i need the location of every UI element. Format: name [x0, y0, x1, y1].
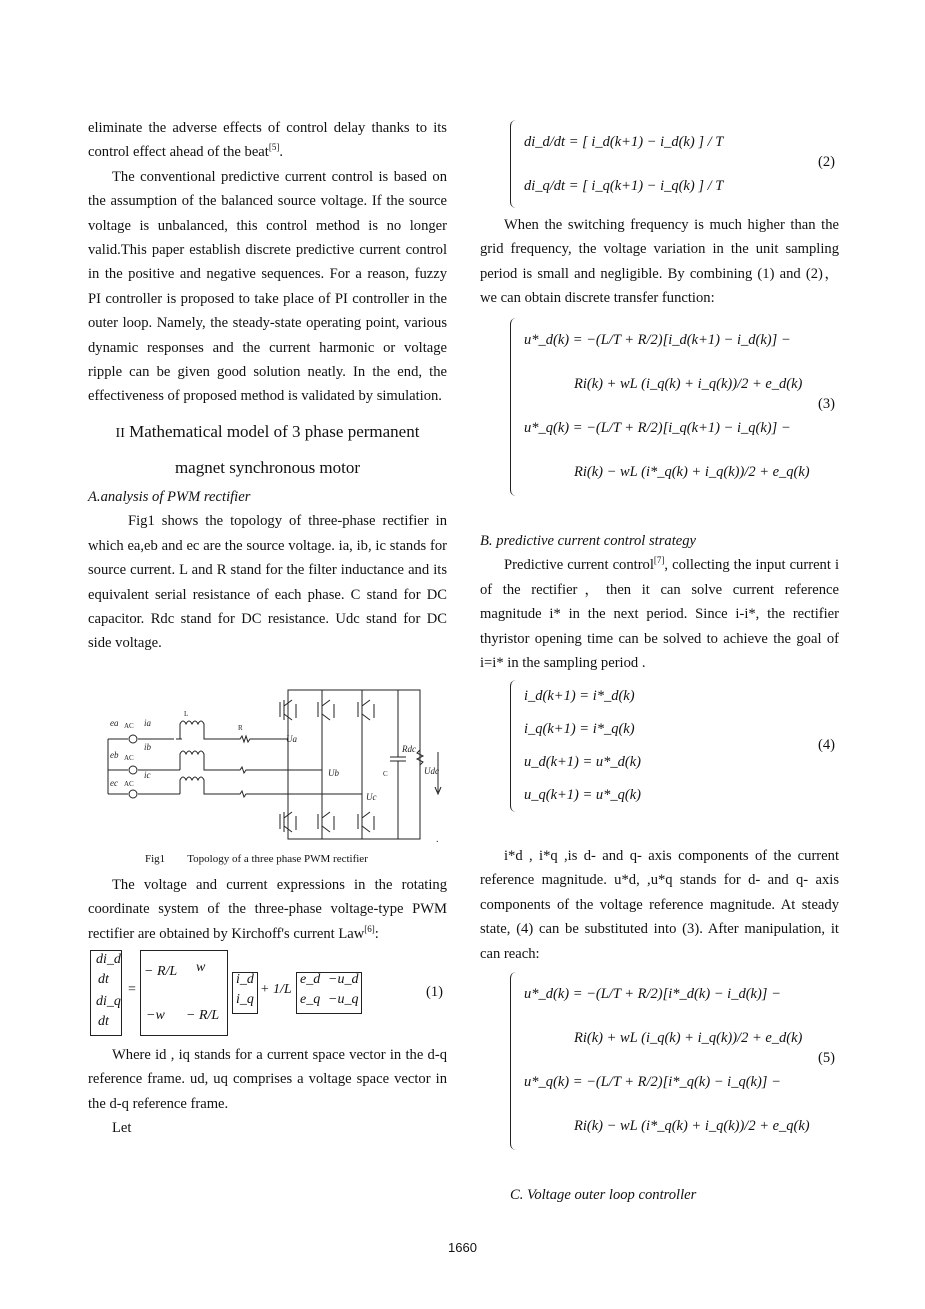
eq-term: e_q [300, 992, 321, 1007]
paragraph: Where id , iq stands for a current space vector in the d-q reference frame. ud, uq comprises a voltage space vector in the d-q reference frame. [88, 1047, 447, 1112]
eq-line: u*_q(k) = −(L/T + R/2)[i*_q(k) − i_q(k)] − [524, 1074, 781, 1090]
subsection-heading: C. Voltage outer loop controller [510, 1187, 697, 1203]
eq-term: − R/L [186, 1008, 220, 1023]
right-column [480, 213, 839, 311]
paragraph: i*d , i*q ,is d- and q- axis components of the current reference magnitude. u*d, ,u*q stands for d- and q- axis components of the voltage reference magnitude. At steady state, (4) can be substituted into (3). After manipulation, it can reach: [480, 848, 839, 962]
eq-line: Ri(k) − wL (i*_q(k) + i_q(k))/2 + e_q(k) [574, 1118, 810, 1134]
eq-line: Ri(k) − wL (i*_q(k) + i_q(k))/2 + e_q(k) [574, 464, 810, 480]
paragraph: Fig1 shows the topology of three-phase rectifier in which ea,eb and ec are the source voltage. ia, ib, ic stands for source current. L and R stand for the filter inductance and its equivalent serial resistance of each phase. C stand for DC capacitor. Rdc stand for DC resistance. Udc stand for DC side voltage. [88, 513, 447, 652]
section-number: II [115, 425, 125, 441]
eq-term: dt [98, 972, 109, 987]
equation-number: (4) [818, 737, 836, 753]
text: eliminate the adverse effects of control delay thanks to its control effect ahead of the beat [88, 120, 447, 161]
equation-number: (3) [818, 396, 836, 412]
paragraph: The conventional predictive current control is based on the assumption of the balanced source voltage. If the source voltage is unbalanced, this control method is no longer valid.This paper establish discrete predictive current control in the positive and negative sequences. For a reason, fuzzy PI controller is proposed to take place of PI controller in the outer loop. Namely, the steady-state operating point, various dynamic responses and the current harmonic or voltage ripple can be given good solution neatly. In the end, the effectiveness of proposed method is validated by simulation. [88, 168, 447, 405]
citation: [7] [653, 555, 665, 566]
section-heading-line2: magnet synchronous motor [174, 457, 361, 477]
eq-term: −u_q [328, 992, 359, 1007]
label-rdc: Rdc [402, 744, 416, 754]
paragraph [480, 553, 839, 675]
eq-term: di_q [96, 994, 121, 1009]
equation-number: (2) [818, 154, 836, 170]
equation-number: (5) [818, 1050, 836, 1066]
label-ac: AC [124, 722, 134, 730]
text: Predictive current control [504, 557, 654, 574]
paragraph [88, 873, 447, 946]
paragraph: When the switching frequency is much higher than the grid frequency, the voltage variation in the unit sampling period is small and negligible. By combining (1) and (2)，we can obtain discrete transfer function: [480, 217, 839, 307]
label-ea: ea [110, 718, 119, 728]
equation-5 [510, 972, 810, 1150]
eq-line: u*_d(k) = −(L/T + R/2)[i*_d(k) − i_d(k)] − [524, 986, 781, 1002]
equation-1 [90, 948, 370, 1036]
eq-term: −w [146, 1008, 165, 1023]
label-ic: ic [144, 770, 151, 780]
eq-line: u*_q(k) = −(L/T + R/2)[i_q(k+1) − i_q(k)] − [524, 420, 791, 436]
eq-line: Ri(k) + wL (i_q(k) + i_q(k))/2 + e_d(k) [574, 376, 803, 392]
equation-3 [510, 318, 810, 496]
eq-line: i_q(k+1) = i*_q(k) [524, 721, 635, 737]
eq-line: i_d(k+1) = i*_d(k) [524, 688, 635, 704]
eq-term: dt [98, 1014, 109, 1029]
text: The voltage and current expressions in the rotating coordinate system of the three-phase voltage-type PWM rectifier are obtained by Kirchoff's current Law [88, 877, 447, 942]
eq-line: di_q/dt = [ i_q(k+1) − i_q(k) ] / T [524, 178, 724, 194]
eq-term: i_d [236, 972, 254, 987]
page-number: 1660 [448, 1240, 477, 1255]
text: , collecting the input current i of the rectifier，then it can solve current reference magnitude i* in the next period. Since i-i*, the rectifier thyristor opening time can be solved to achieve the goal of i=i* in the sampling period . [480, 557, 839, 672]
text: . [279, 144, 283, 161]
label-ub: Ub [328, 768, 339, 778]
rectifier-circuit-figure [100, 682, 450, 842]
label-ac: AC [124, 780, 134, 788]
eq-term: −u_d [328, 972, 359, 987]
equation-2 [510, 120, 810, 208]
label-ec: ec [110, 778, 118, 788]
label-ia: ia [144, 718, 152, 728]
eq-term: − R/L [144, 964, 178, 979]
text: : [374, 925, 379, 942]
right-column-d [510, 1183, 869, 1207]
paragraph [88, 116, 447, 165]
equation-4 [510, 680, 710, 812]
eq-term: + 1/L [260, 982, 292, 997]
section-heading [88, 415, 447, 451]
figure-number: Fig1 [145, 853, 166, 865]
eq-line: Ri(k) + wL (i_q(k) + i_q(k))/2 + e_d(k) [574, 1030, 803, 1046]
paragraph: Let [112, 1120, 132, 1137]
equation-number: (1) [426, 984, 444, 1000]
eq-line: u_q(k+1) = u*_q(k) [524, 787, 642, 803]
label-c: C [383, 770, 388, 778]
eq-term: w [196, 960, 206, 975]
right-column-c [480, 844, 839, 966]
left-column [88, 116, 447, 656]
eq-term: di_d [96, 952, 121, 967]
left-column-end [88, 1043, 447, 1141]
eq-line: di_d/dt = [ i_d(k+1) − i_d(k) ] / T [524, 134, 724, 150]
subsection-heading: B. predictive current control strategy [480, 533, 697, 549]
right-column-b [480, 529, 839, 675]
label-uc: Uc [366, 792, 377, 802]
eq-term: e_d [300, 972, 321, 987]
eq-line: u_d(k+1) = u*_d(k) [524, 754, 642, 770]
label-eb: eb [110, 750, 119, 760]
text: Mathematical model of 3 phase permanent [124, 421, 420, 441]
subsection-heading: A.analysis of PWM rectifier [88, 488, 251, 505]
label-r: R [238, 724, 243, 732]
citation: [5] [268, 142, 280, 153]
caption-text: Topology of a three phase PWM rectifier [187, 853, 368, 865]
label-ua: Ua [286, 734, 297, 744]
label-dot: . [436, 834, 439, 842]
label-ac: AC [124, 754, 134, 762]
figure-caption [145, 853, 390, 865]
eq-term: = [128, 982, 136, 997]
left-column-lower [88, 873, 447, 946]
eq-line: u*_d(k) = −(L/T + R/2)[i_d(k+1) − i_d(k)] − [524, 332, 791, 348]
eq-term: i_q [236, 992, 254, 1007]
label-udc: Udc [424, 766, 439, 776]
label-ib: ib [144, 742, 152, 752]
citation: [6] [364, 923, 375, 934]
label-l: L [184, 710, 189, 718]
